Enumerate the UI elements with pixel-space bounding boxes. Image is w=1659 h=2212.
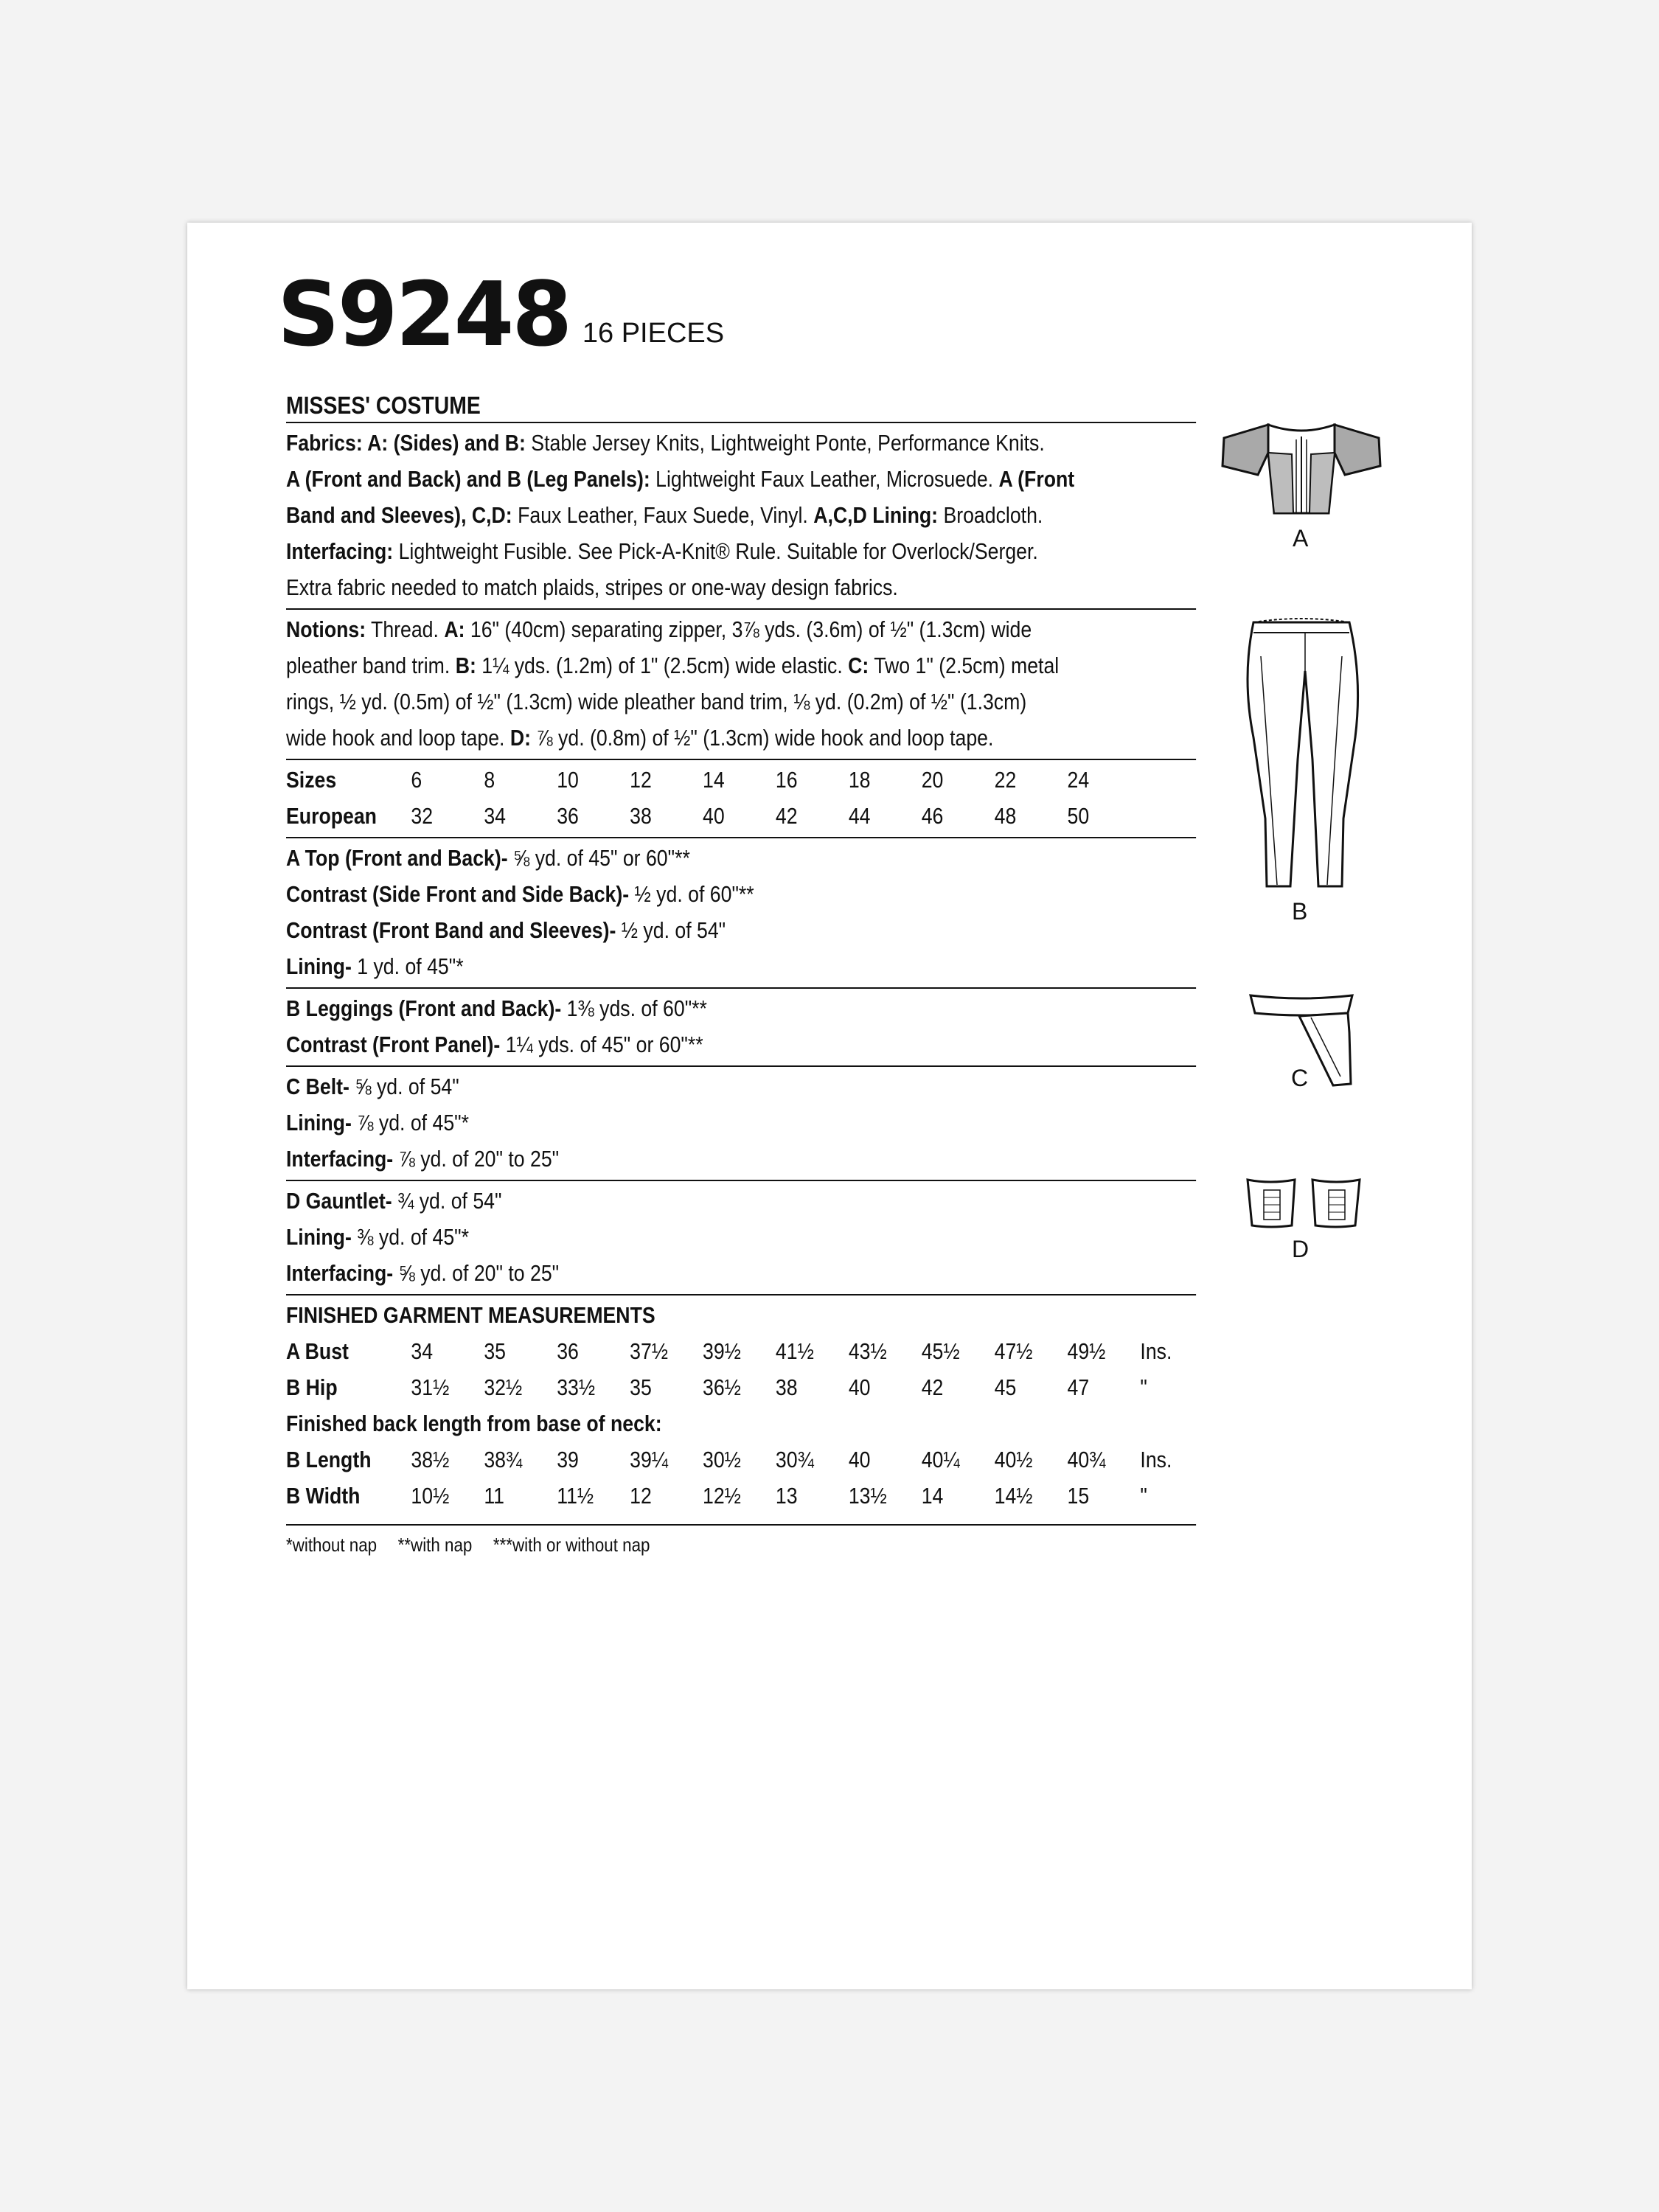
- measurement-cell: 45½: [921, 1338, 960, 1364]
- measurement-cell: 49½: [1067, 1338, 1106, 1364]
- fabrics-label: A (Front and Back) and B (Leg Panels):: [286, 466, 650, 492]
- yardage-value: ½ yd. of 54": [616, 917, 726, 943]
- yardage-label: Contrast (Side Front and Side Back)-: [286, 881, 630, 907]
- size-cell: 20: [921, 767, 944, 793]
- size-cell: 32: [411, 803, 434, 829]
- fabrics-text: Extra fabric needed to match plaids, stripes or one-way design fabrics.: [286, 574, 898, 600]
- measurement-cell: 47: [1067, 1374, 1090, 1400]
- yardage-label: Contrast (Front Panel)-: [286, 1032, 501, 1057]
- measurement-cell: 40¼: [921, 1447, 960, 1472]
- pattern-number: S9248: [277, 264, 571, 366]
- measurement-cell: 31½: [411, 1374, 450, 1400]
- yardage-value: 1¼ yds. of 45" or 60"**: [500, 1032, 703, 1057]
- yardage-value: ⅝ yd. of 45" or 60"**: [507, 845, 690, 871]
- measurement-cell: 35: [630, 1374, 652, 1400]
- measurement-cell: 42: [921, 1374, 944, 1400]
- measurement-cell: 14: [921, 1483, 944, 1509]
- unit-label: Ins.: [1140, 1447, 1172, 1472]
- footnote: ***with or without nap: [493, 1534, 650, 1556]
- measurement-cell: 40¾: [1067, 1447, 1106, 1472]
- size-cell: 14: [703, 767, 725, 793]
- fabrics-text: Lightweight Fusible. See Pick-A-Knit® Rule. Suitable for Overlock/Serger.: [393, 538, 1038, 564]
- yardage-value: ⅝ yd. of 20" to 25": [393, 1260, 560, 1286]
- yardage-label: D Gauntlet-: [286, 1188, 392, 1214]
- measurement-cell: 30¾: [775, 1447, 814, 1472]
- notions-label: C:: [848, 653, 869, 678]
- footnote: *without nap: [286, 1534, 378, 1556]
- piece-count: 16 PIECES: [582, 318, 725, 349]
- pattern-title: MISSES' COSTUME: [286, 392, 481, 419]
- notions-text: ⅞ yd. (0.8m) of ½" (1.3cm) wide hook and loop tape.: [531, 725, 994, 751]
- notions-label: B:: [455, 653, 476, 678]
- measurement-cell: 11: [484, 1483, 505, 1509]
- measurement-cell: 39¼: [630, 1447, 669, 1472]
- measurement-cell: 12½: [703, 1483, 741, 1509]
- measurement-label: B Length: [286, 1447, 372, 1472]
- fabrics-label: A (Front: [998, 466, 1075, 492]
- notions-section: [286, 610, 1196, 759]
- yardage-value: ⅞ yd. of 20" to 25": [393, 1146, 560, 1172]
- footnotes: [286, 1530, 1196, 1559]
- measurement-cell: 35: [484, 1338, 506, 1364]
- measurement-cell: 38¾: [484, 1447, 523, 1472]
- view-a-top-illustration: [1217, 417, 1386, 528]
- measurement-cell: 14½: [994, 1483, 1033, 1509]
- hip-row: [286, 1369, 1196, 1405]
- interfacing-label: Interfacing:: [286, 538, 394, 564]
- yardage-value: ⅜ yd. of 45"*: [351, 1224, 469, 1250]
- view-label-c: C: [1291, 1065, 1309, 1091]
- measurement-label: B Hip: [286, 1374, 338, 1400]
- fabrics-text: Faux Leather, Faux Suede, Vinyl.: [512, 502, 814, 528]
- measurement-cell: 43½: [848, 1338, 887, 1364]
- size-cell: 50: [1067, 803, 1090, 829]
- measurement-cell: 34: [411, 1338, 434, 1364]
- notions-label: A:: [444, 616, 465, 642]
- view-label-d: D: [1292, 1236, 1310, 1262]
- notions-text: Two 1" (2.5cm) metal: [869, 653, 1060, 678]
- size-cell: 48: [994, 803, 1017, 829]
- yardage-value: ¾ yd. of 54": [392, 1188, 502, 1214]
- yardage-value: ½ yd. of 60"**: [629, 881, 754, 907]
- yardage-value: 1⅜ yds. of 60"**: [561, 995, 707, 1021]
- view-b-leggings-illustration: [1239, 612, 1364, 892]
- yardage-label: Lining-: [286, 1110, 352, 1135]
- back-length-note: Finished back length from base of neck:: [286, 1411, 662, 1436]
- measurement-label: A Bust: [286, 1338, 349, 1364]
- size-cell: 40: [703, 803, 725, 829]
- fabrics-label: Fabrics: A: (Sides) and B:: [286, 430, 526, 456]
- measurement-cell: 40: [848, 1374, 871, 1400]
- measurement-cell: 39: [557, 1447, 579, 1472]
- european-label: European: [286, 803, 377, 829]
- size-cell: 12: [630, 767, 652, 793]
- fabrics-text: Lightweight Faux Leather, Microsuede.: [650, 466, 999, 492]
- size-cell: 16: [775, 767, 798, 793]
- size-cell: 6: [411, 767, 422, 793]
- notions-text: Thread.: [366, 616, 445, 642]
- measurement-cell: 40: [848, 1447, 871, 1472]
- measurement-cell: 38: [775, 1374, 798, 1400]
- yardage-value: ⅝ yd. of 54": [349, 1074, 459, 1099]
- size-cell: 10: [557, 767, 579, 793]
- fabrics-label: A,C,D Lining:: [813, 502, 939, 528]
- measurement-cell: 15: [1067, 1483, 1090, 1509]
- unit-label: ": [1140, 1374, 1147, 1400]
- finished-measurements: [286, 1295, 1196, 1517]
- footnote: **with nap: [397, 1534, 473, 1556]
- notions-text: pleather band trim.: [286, 653, 456, 678]
- measurement-cell: 47½: [994, 1338, 1033, 1364]
- size-cell: 42: [775, 803, 798, 829]
- measurement-cell: 13: [775, 1483, 798, 1509]
- view-label-b: B: [1292, 898, 1308, 925]
- sizes-label: Sizes: [286, 767, 337, 793]
- size-cell: 24: [1067, 767, 1090, 793]
- finished-measurements-title: FINISHED GARMENT MEASUREMENTS: [286, 1302, 655, 1328]
- size-cell: 36: [557, 803, 579, 829]
- length-row: [286, 1441, 1196, 1478]
- width-row: [286, 1478, 1196, 1514]
- view-label-a: A: [1293, 525, 1309, 552]
- pattern-header: [277, 264, 725, 366]
- size-cell: 46: [921, 803, 944, 829]
- notions-label: Notions:: [286, 616, 366, 642]
- yardage-label: Lining-: [286, 1224, 352, 1250]
- measurement-cell: 30½: [703, 1447, 741, 1472]
- sizes-table: [286, 760, 1196, 837]
- view-d-gauntlets-illustration: [1245, 1175, 1363, 1231]
- fabrics-text: Broadcloth.: [938, 502, 1043, 528]
- yardage-value: ⅞ yd. of 45"*: [351, 1110, 469, 1135]
- size-cell: 18: [848, 767, 871, 793]
- measurement-cell: 32½: [484, 1374, 523, 1400]
- notions-text: 1¼ yds. (1.2m) of 1" (2.5cm) wide elastic.: [476, 653, 849, 678]
- notions-text: wide hook and loop tape.: [286, 725, 510, 751]
- yardage-label: Interfacing-: [286, 1260, 394, 1286]
- size-cell: 44: [848, 803, 871, 829]
- size-cell: 38: [630, 803, 652, 829]
- yardage-view-a: [286, 838, 1196, 987]
- measurement-cell: 36½: [703, 1374, 741, 1400]
- measurement-cell: 11½: [557, 1483, 594, 1509]
- measurement-cell: 45: [994, 1374, 1017, 1400]
- notions-text: 16" (40cm) separating zipper, 3⅞ yds. (3.6m) of ½" (1.3cm) wide: [465, 616, 1032, 642]
- measurement-cell: 10½: [411, 1483, 450, 1509]
- yardage-label: C Belt-: [286, 1074, 349, 1099]
- measurement-cell: 39½: [703, 1338, 741, 1364]
- fabrics-text: Stable Jersey Knits, Lightweight Ponte, Performance Knits.: [525, 430, 1045, 456]
- measurement-cell: 41½: [775, 1338, 814, 1364]
- yardage-label: Interfacing-: [286, 1146, 394, 1172]
- size-cell: 34: [484, 803, 506, 829]
- yardage-value: 1 yd. of 45"*: [351, 953, 464, 979]
- yardage-label: A Top (Front and Back)-: [286, 845, 508, 871]
- notions-label: D:: [509, 725, 532, 751]
- measurement-cell: 40½: [994, 1447, 1033, 1472]
- notions-text: rings, ½ yd. (0.5m) of ½" (1.3cm) wide pleather band trim, ⅛ yd. (0.2m) of ½" (1.3cm): [286, 689, 1027, 714]
- yardage-view-d: [286, 1181, 1196, 1294]
- pattern-details: [286, 389, 1172, 1559]
- fabrics-section: [286, 423, 1196, 608]
- unit-label: ": [1140, 1483, 1147, 1509]
- unit-label: Ins.: [1140, 1338, 1172, 1364]
- measurement-cell: 36: [557, 1338, 579, 1364]
- measurement-cell: 37½: [630, 1338, 669, 1364]
- divider: [286, 1524, 1196, 1526]
- measurement-cell: 33½: [557, 1374, 596, 1400]
- yardage-view-b: [286, 989, 1196, 1065]
- measurement-cell: 13½: [848, 1483, 887, 1509]
- bust-row: [286, 1333, 1196, 1369]
- yardage-label: Lining-: [286, 953, 352, 979]
- european-sizes-row: [286, 798, 1196, 834]
- sizes-row: [286, 762, 1196, 798]
- size-cell: 22: [994, 767, 1017, 793]
- measurement-label: B Width: [286, 1483, 361, 1509]
- fabrics-label: Band and Sleeves), C,D:: [286, 502, 512, 528]
- yardage-label: B Leggings (Front and Back)-: [286, 995, 562, 1021]
- yardage-label: Contrast (Front Band and Sleeves)-: [286, 917, 616, 943]
- measurement-cell: 12: [630, 1483, 652, 1509]
- measurement-cell: 38½: [411, 1447, 450, 1472]
- size-cell: 8: [484, 767, 495, 793]
- yardage-view-c: [286, 1067, 1196, 1180]
